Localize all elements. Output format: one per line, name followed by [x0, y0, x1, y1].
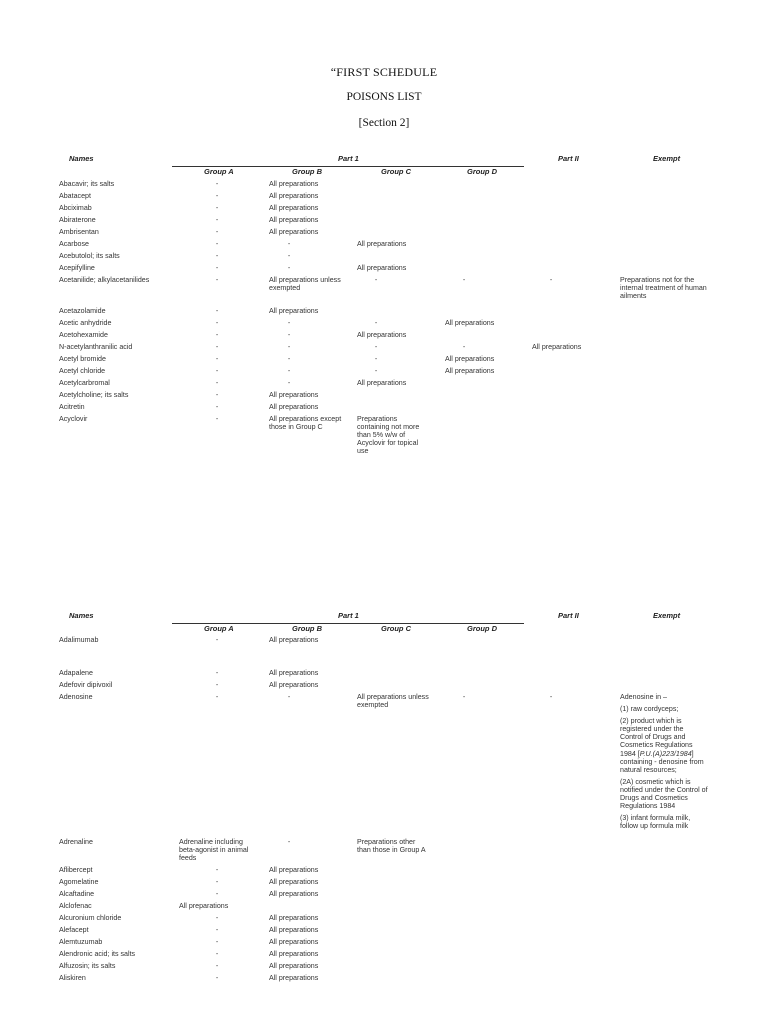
- column-header-part1: Part 1: [338, 611, 359, 620]
- column-header-names: Names: [69, 611, 94, 620]
- cell-group-a: -: [215, 914, 219, 922]
- cell-group-b: All preparations: [269, 926, 319, 934]
- column-header-group-d: Group D: [467, 167, 497, 176]
- cell-group-a: -: [215, 367, 219, 375]
- cell-group-a: -: [215, 240, 219, 248]
- cell-group-a: -: [215, 681, 219, 689]
- cell-group-a: -: [215, 331, 219, 339]
- cell-group-b: All preparations: [269, 216, 319, 224]
- cell-group-d: All preparations: [445, 355, 495, 363]
- cell-group-a: -: [215, 319, 219, 327]
- poisons-table-part-1: [0, 150, 768, 480]
- substance-name: Acepifylline: [59, 264, 95, 272]
- column-header-part2: Part II: [558, 611, 579, 620]
- substance-name: Acetyl chloride: [59, 367, 106, 375]
- cell-group-a: -: [215, 669, 219, 677]
- cell-group-a: -: [215, 962, 219, 970]
- cell-group-b: -: [287, 264, 291, 272]
- substance-name: Abacavir; its salts: [59, 180, 115, 188]
- cell-group-a: -: [215, 926, 219, 934]
- substance-name: Alemtuzumab: [59, 938, 103, 946]
- cell-group-a: -: [215, 192, 219, 200]
- cell-group-c: All preparations unless exempted: [357, 693, 429, 710]
- cell-group-b: -: [287, 693, 291, 701]
- substance-name: Acitretin: [59, 403, 85, 411]
- adenosine-exempt-note: [620, 693, 708, 834]
- column-header-group-b: Group B: [292, 167, 322, 176]
- cell-group-c: All preparations: [357, 240, 407, 248]
- substance-name: Acarbose: [59, 240, 89, 248]
- cell-group-b: All preparations: [269, 669, 319, 677]
- cell-group-a: -: [215, 343, 219, 351]
- cell-group-b: All preparations: [269, 681, 319, 689]
- cell-group-a: -: [215, 693, 219, 701]
- cell-group-c: All preparations: [357, 264, 407, 272]
- part-1-underline: [172, 623, 524, 624]
- substance-name: Alclofenac: [59, 902, 92, 910]
- cell-group-c: -: [374, 355, 378, 363]
- cell-group-a: All preparations: [179, 902, 229, 910]
- cell-group-b: -: [287, 379, 291, 387]
- cell-group-c: All preparations: [357, 379, 407, 387]
- exempt-item-4: (3) infant formula milk, follow up formula milk: [620, 814, 691, 831]
- poisons-table-part-2: [0, 607, 768, 987]
- cell-group-b: All preparations: [269, 866, 319, 874]
- cell-group-d: All preparations: [445, 319, 495, 327]
- column-header-names: Names: [69, 154, 94, 163]
- cell-group-a: -: [215, 636, 219, 644]
- cell-group-b: -: [287, 240, 291, 248]
- cell-group-a: -: [215, 938, 219, 946]
- cell-group-b: All preparations: [269, 974, 319, 982]
- cell-group-b: All preparations: [269, 914, 319, 922]
- cell-part-2: All preparations: [532, 343, 582, 351]
- substance-name: Ambrisentan: [59, 228, 99, 236]
- substance-name: Acyclovir: [59, 415, 88, 423]
- substance-name: Adapalene: [59, 669, 93, 677]
- cell-group-b: All preparations: [269, 962, 319, 970]
- cell-group-a: -: [215, 415, 219, 423]
- column-header-group-b: Group B: [292, 624, 322, 633]
- cell-group-b: All preparations: [269, 192, 319, 200]
- exempt-item-3: (2A) cosmetic which is notified under the Control of Drugs and Cosmetics Regulations 1984: [620, 777, 708, 811]
- cell-group-b: -: [287, 331, 291, 339]
- substance-name: Adrenaline: [59, 838, 93, 846]
- cell-exempt: Preparations not for the internal treatment of human ailments: [620, 276, 707, 301]
- cell-group-a: -: [215, 866, 219, 874]
- cell-group-b: All preparations: [269, 878, 319, 886]
- cell-group-d: -: [462, 343, 466, 351]
- column-header-part2: Part II: [558, 154, 579, 163]
- substance-name: Abiraterone: [59, 216, 96, 224]
- cell-group-c: All preparations: [357, 331, 407, 339]
- cell-part-2: -: [549, 276, 553, 284]
- cell-group-c: -: [374, 367, 378, 375]
- cell-group-d: All preparations: [445, 367, 495, 375]
- cell-group-d: -: [462, 693, 466, 701]
- cell-group-a: -: [215, 391, 219, 399]
- regulation-reference: P.U.(A)223/1984: [639, 749, 692, 758]
- cell-group-a: -: [215, 180, 219, 188]
- substance-name: Acetylcholine; its salts: [59, 391, 129, 399]
- column-header-exempt: Exempt: [653, 154, 681, 163]
- cell-group-a: -: [215, 379, 219, 387]
- substance-name: Adefovir dipivoxil: [59, 681, 113, 689]
- cell-group-a: -: [215, 950, 219, 958]
- schedule-title: “FIRST SCHEDULE: [330, 65, 438, 79]
- cell-group-b: All preparations: [269, 180, 319, 188]
- column-header-group-c: Group C: [381, 167, 411, 176]
- column-header-part1: Part 1: [338, 154, 359, 163]
- substance-name: Acetohexamide: [59, 331, 108, 339]
- substance-name: Alcaftadine: [59, 890, 95, 898]
- exempt-item-2: (2) product which is registered under the Control of Drugs and Cosmetics Regulations 1984 [P.U.(A)223/1984] containing - denosine from natural resources;: [620, 717, 704, 774]
- substance-name: Adenosine: [59, 693, 93, 701]
- section-reference: [Section 2]: [358, 117, 410, 129]
- cell-group-b: -: [287, 367, 291, 375]
- cell-group-a: -: [215, 252, 219, 260]
- column-header-exempt: Exempt: [653, 611, 681, 620]
- cell-group-b: -: [287, 319, 291, 327]
- cell-group-a: -: [215, 264, 219, 272]
- cell-group-b: All preparations: [269, 307, 319, 315]
- cell-group-b: All preparations: [269, 391, 319, 399]
- cell-group-c: Preparations containing not more than 5% w/w of Acyclovir for topical use: [357, 415, 420, 456]
- list-title: POISONS LIST: [346, 91, 422, 103]
- cell-group-d: -: [462, 276, 466, 284]
- cell-group-b: All preparations: [269, 228, 319, 236]
- cell-group-b: All preparations except those in Group C: [269, 415, 342, 432]
- substance-name: Alefacept: [59, 926, 89, 934]
- cell-group-b: -: [287, 252, 291, 260]
- exempt-intro: Adenosine in –: [620, 693, 667, 701]
- substance-name: Abciximab: [59, 204, 92, 212]
- cell-group-a: -: [215, 878, 219, 886]
- cell-group-a: -: [215, 307, 219, 315]
- substance-name: Abatacept: [59, 192, 91, 200]
- substance-name: Acetazolamide: [59, 307, 106, 315]
- substance-name: N-acetylanthranilic acid: [59, 343, 133, 351]
- column-header-group-c: Group C: [381, 624, 411, 633]
- substance-name: Acetic anhydride: [59, 319, 112, 327]
- substance-name: Acebutolol; its salts: [59, 252, 120, 260]
- column-header-group-d: Group D: [467, 624, 497, 633]
- cell-group-c: Preparations other than those in Group A: [357, 838, 426, 855]
- substance-name: Adalimumab: [59, 636, 99, 644]
- cell-group-b: -: [287, 355, 291, 363]
- cell-group-a: -: [215, 204, 219, 212]
- cell-group-b: All preparations: [269, 950, 319, 958]
- cell-group-b: All preparations: [269, 636, 319, 644]
- exempt-item-1: (1) raw cordyceps;: [620, 705, 679, 714]
- substance-name: Agomelatine: [59, 878, 99, 886]
- substance-name: Aliskiren: [59, 974, 86, 982]
- cell-group-c: -: [374, 276, 378, 284]
- substance-name: Alcuronium chloride: [59, 914, 122, 922]
- column-header-group-a: Group A: [204, 624, 234, 633]
- cell-group-b: All preparations: [269, 890, 319, 898]
- substance-name: Acetanilide; alkylacetanilides: [59, 276, 150, 284]
- cell-group-b: -: [287, 838, 291, 846]
- substance-name: Acetylcarbromal: [59, 379, 110, 387]
- cell-group-a: -: [215, 403, 219, 411]
- cell-group-a: -: [215, 890, 219, 898]
- part-1-underline: [172, 166, 524, 167]
- cell-group-b: All preparations: [269, 403, 319, 411]
- cell-group-c: -: [374, 319, 378, 327]
- substance-name: Acetyl bromide: [59, 355, 106, 363]
- cell-group-a: -: [215, 276, 219, 284]
- cell-group-b: -: [287, 343, 291, 351]
- cell-group-c: -: [374, 343, 378, 351]
- cell-group-a: Adrenaline including beta-agonist in animal feeds: [179, 838, 249, 863]
- cell-group-b: All preparations: [269, 204, 319, 212]
- cell-part-2: -: [549, 693, 553, 701]
- substance-name: Alfuzosin; its salts: [59, 962, 116, 970]
- cell-group-a: -: [215, 216, 219, 224]
- cell-group-b: All preparations: [269, 938, 319, 946]
- cell-group-b: All preparations unless exempted: [269, 276, 341, 293]
- substance-name: Alendronic acid; its salts: [59, 950, 136, 958]
- substance-name: Aflibercept: [59, 866, 93, 874]
- cell-group-a: -: [215, 355, 219, 363]
- cell-group-a: -: [215, 974, 219, 982]
- cell-group-a: -: [215, 228, 219, 236]
- column-header-group-a: Group A: [204, 167, 234, 176]
